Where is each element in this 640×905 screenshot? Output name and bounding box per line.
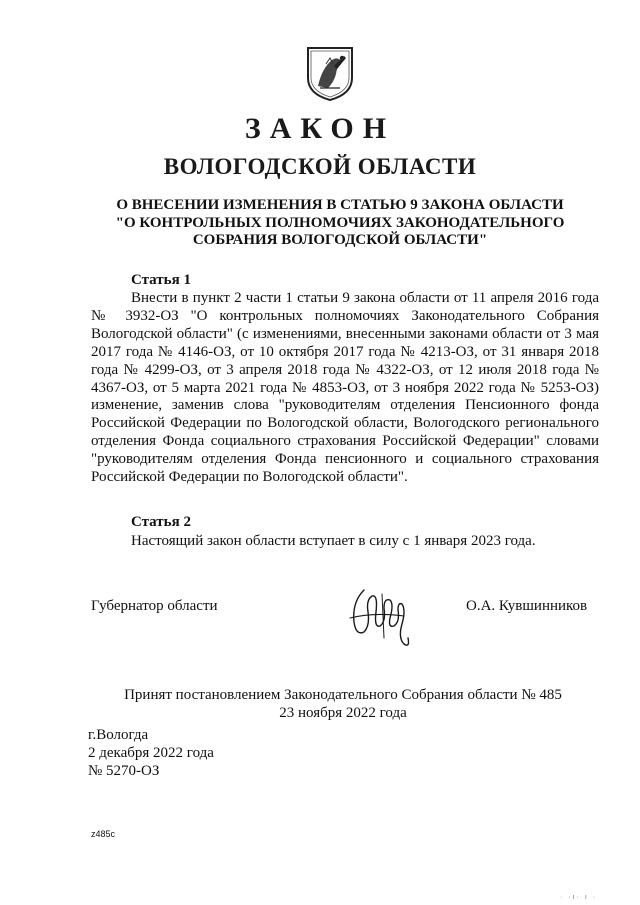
adoption-date: 23 ноября 2022 года: [279, 705, 407, 721]
city: г.Вологда: [88, 727, 149, 743]
region-title: ВОЛОГОДСКОЙ ОБЛАСТИ: [163, 154, 477, 179]
adoption-line: Принят постановлением Законодательного Собрания области № 485: [124, 687, 562, 703]
scan-mark: · ·ı· ı ·: [560, 894, 598, 901]
document-meta: [88, 726, 214, 781]
law-subject: [100, 197, 580, 250]
document-code: z485c: [91, 829, 116, 839]
subject-line: СОБРАНИЯ ВОЛОГОДСКОЙ ОБЛАСТИ": [192, 232, 488, 248]
article-1-text: Внести в пункт 2 части 1 статьи 9 закона области от 11 апреля 2016 года № 3932-ОЗ "О контрольных полномочиях Законодательного Собрания Вологодской области" (с изменениями, внесенными законами области от 3 мая 2017 года № 4146-ОЗ, от 10 октября 2017 года № 4213-ОЗ, от 31 января 2018 года № 4299-ОЗ, от 3 апреля 2018 года № 4322-ОЗ, от 12 июля 2018 года № 4367-ОЗ, от 5 марта 2021 года № 4853-ОЗ, от 3 ноября 2022 года № 5253-ОЗ) изменение, заменив слова "руководителям отделения Пенсионного фонда Российской Федерации по Вологодской области, Вологодского регионального отделения Фонда социального страхования Российской Федерации" словами "руководителям отделения Фонда пенсионного и социального страхования Российской Федерации по Вологодской области".: [91, 290, 599, 486]
adoption-note: [60, 686, 626, 722]
subject-line: "О КОНТРОЛЬНЫХ ПОЛНОМОЧИЯХ ЗАКОНОДАТЕЛЬНОГО: [115, 214, 565, 231]
governor-name: О.А. Кувшинников: [466, 598, 588, 614]
governor-position: Губернатор области: [91, 598, 218, 614]
article-2-heading: Статья 2: [131, 514, 191, 530]
signing-date: 2 декабря 2022 года: [88, 745, 214, 762]
law-title: ЗАКОН: [244, 112, 396, 145]
governor-signature: [344, 582, 422, 652]
law-number: № 5270-ОЗ: [88, 763, 160, 780]
coat-of-arms-emblem: [304, 44, 356, 102]
subject-line: О ВНЕСЕНИИ ИЗМЕНЕНИЯ В СТАТЬЮ 9 ЗАКОНА ОБЛАСТИ: [116, 197, 564, 213]
article-2-text: Настоящий закон области вступает в силу с 1 января 2023 года.: [131, 533, 536, 549]
article-1-heading: Статья 1: [131, 272, 191, 288]
